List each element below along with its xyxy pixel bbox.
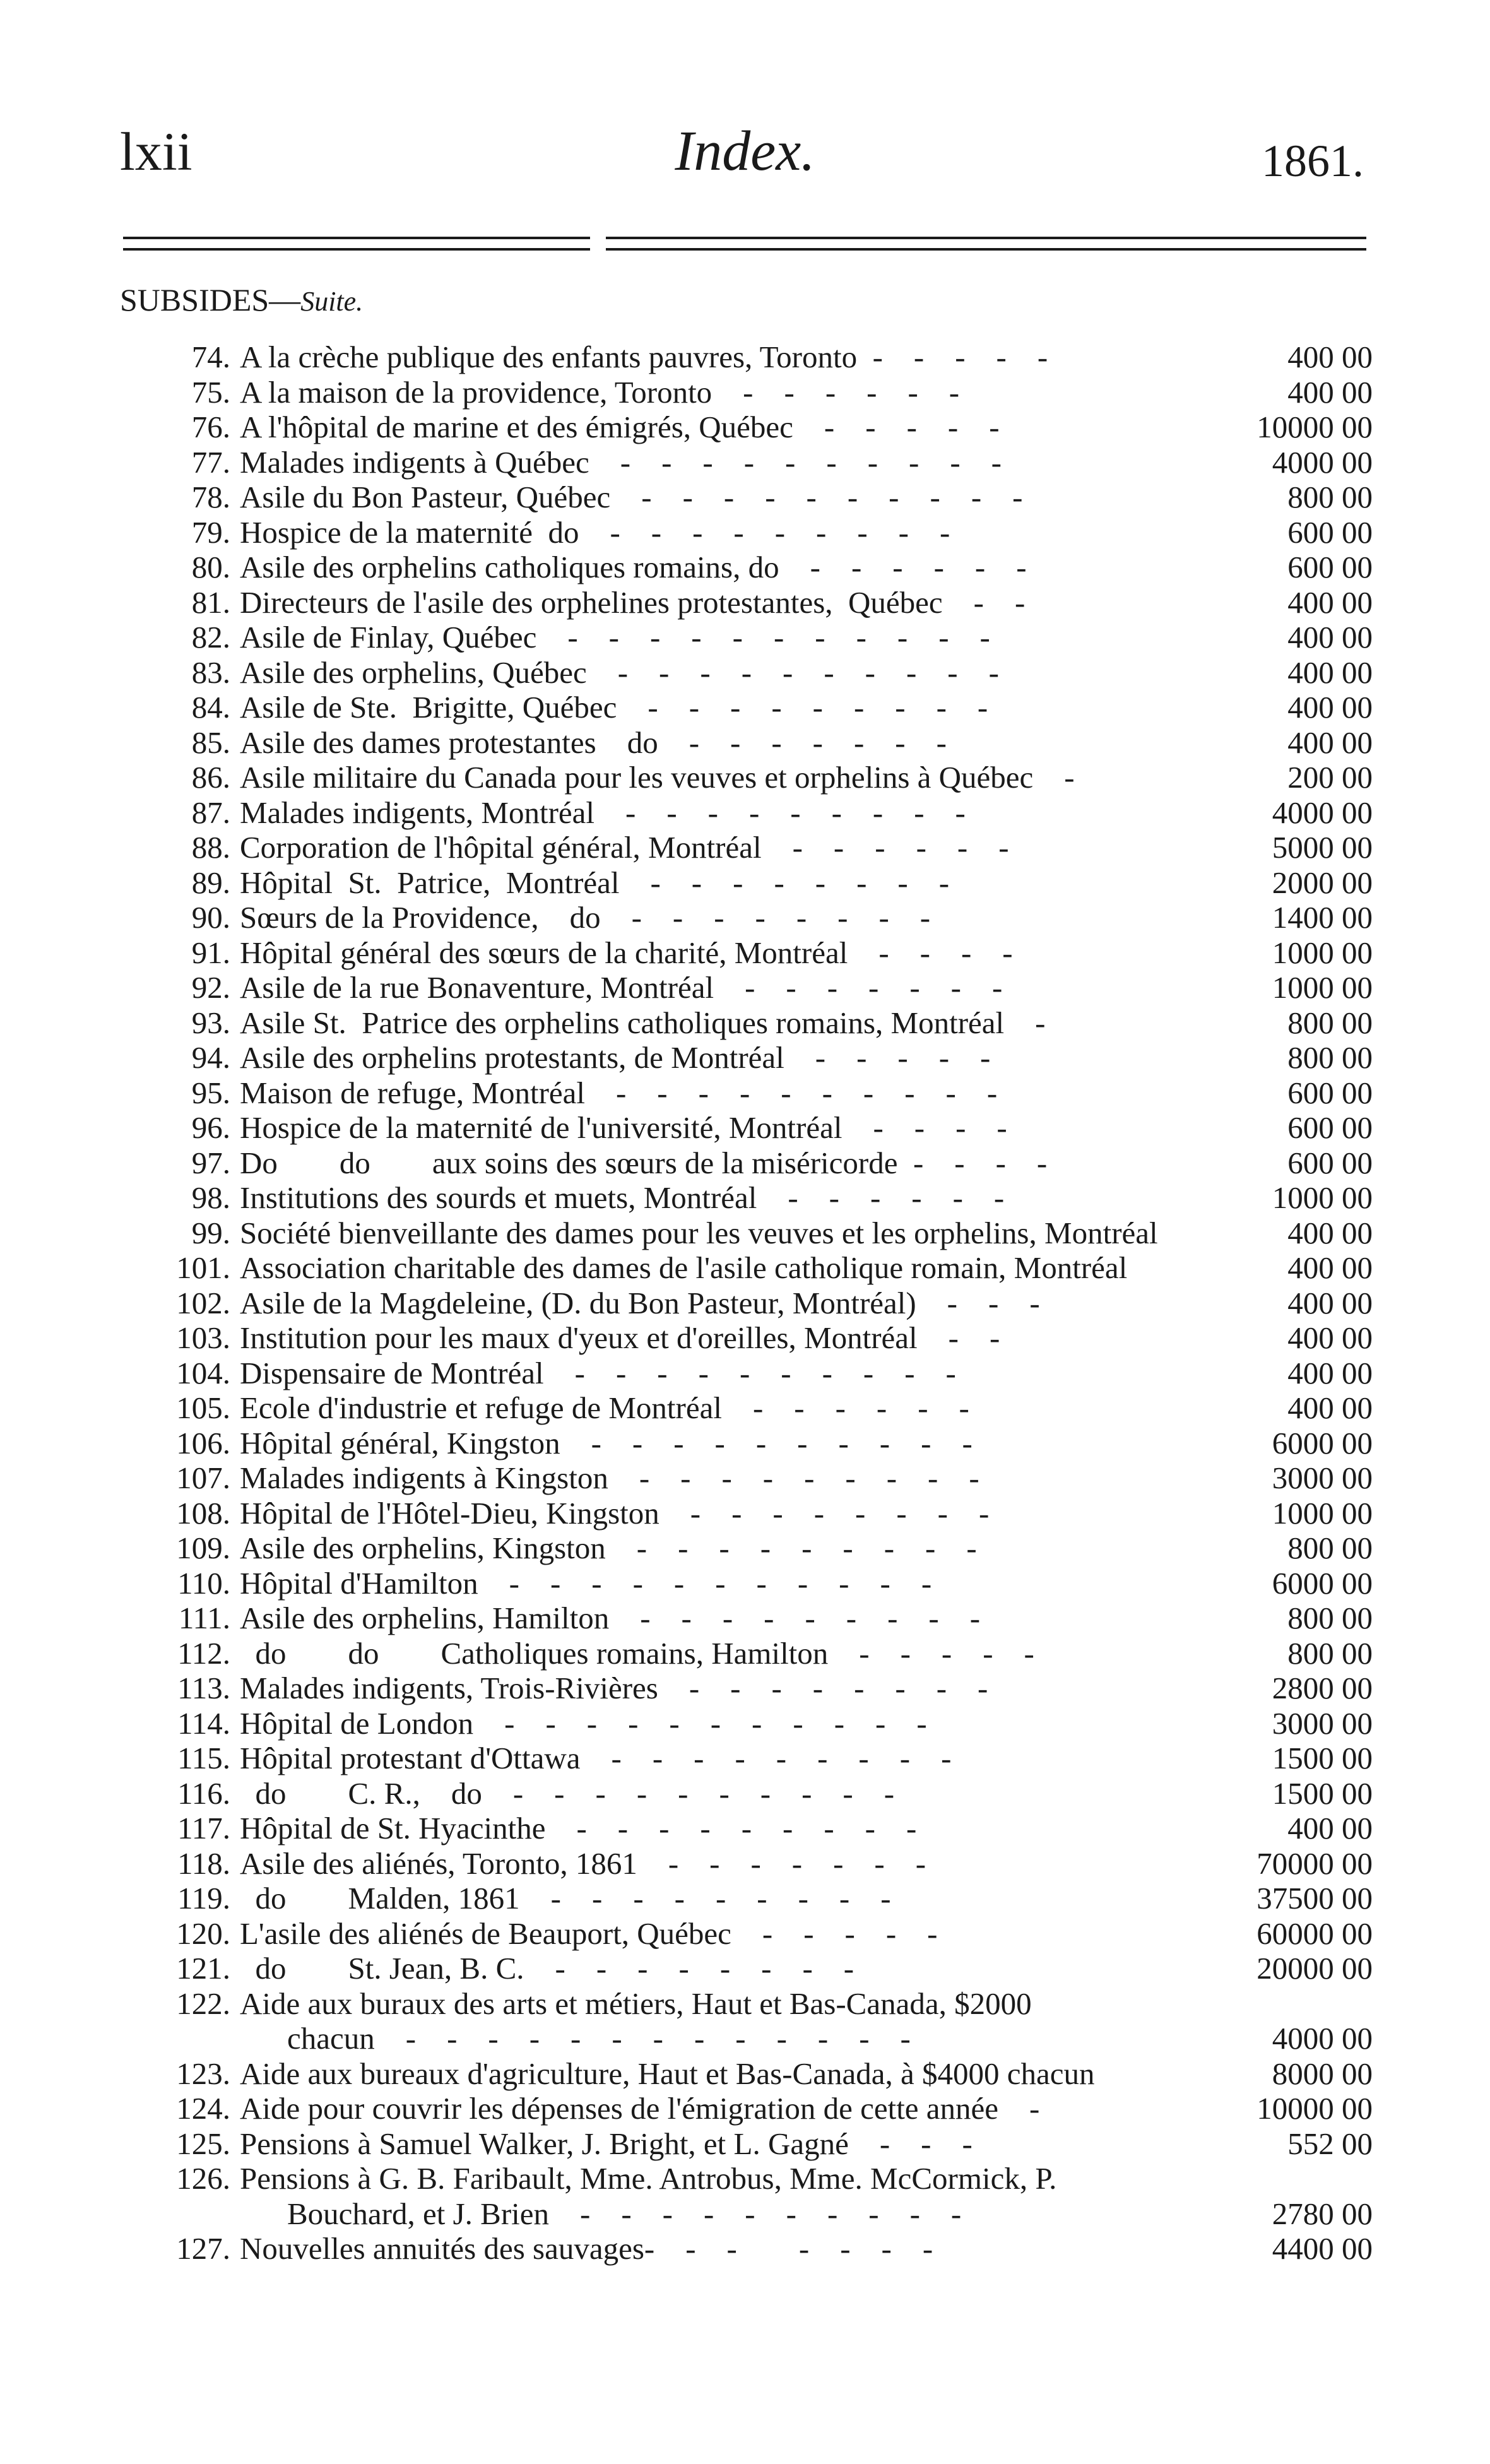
table-row [120,550,1373,585]
section-title: SUBSIDES— [120,282,301,317]
entry-description [240,795,1221,831]
table-row [120,1846,1373,1881]
entry-text: do St. Jean, B. C. - - - - - - - - [240,1951,854,1986]
entry-description [240,585,1221,620]
entry-number: 111. [178,1601,230,1635]
entry-amount: 2000 00 [1272,865,1373,900]
entry-amount: 400 00 [1287,584,1373,620]
entry-amount: 800 00 [1287,1040,1373,1075]
table-row [120,620,1373,655]
entry-amount: 5000 00 [1272,830,1373,865]
entry-number: 117. [177,1811,230,1845]
entry-description [240,1075,1221,1111]
entry-amount: 10000 00 [1256,410,1373,444]
entry-description [240,1426,1221,1461]
entry-amount: 800 00 [1287,1601,1373,1635]
entry-number: 115. [177,1741,230,1775]
entry-description [240,1005,1221,1041]
entry-amount: 800 00 [1287,1531,1373,1565]
entry-text: Société bienveillante des dames pour les veuves et les orphelins, Montréal [240,1215,1158,1250]
entry-description [240,1566,1221,1601]
entry-amount: 60000 00 [1256,1916,1373,1951]
entry-number: 120. [176,1916,230,1951]
entry-amount: 6000 00 [1272,1425,1373,1460]
entry-amount: 2800 00 [1272,1671,1373,1705]
entry-description [240,1916,1221,1952]
entry-text: Asile du Bon Pasteur, Québec - - - - - - - - - - [240,480,1023,514]
table-row [120,1531,1373,1566]
entry-text: Nouvelles annuités des sauvages- - - - - - - [240,2231,933,2266]
entry-number: 87. [191,795,230,830]
entry-description [240,1180,1221,1216]
entry-description [240,1951,1221,1986]
entry-description [240,515,1221,550]
entry-description [240,970,1221,1005]
entry-text: Asile de la Magdeleine, (D. du Bon Pasteur, Montréal) - - - [240,1285,1040,1320]
entry-text: Asile des orphelins protestants, de Montréal - - - - - [240,1040,991,1075]
entry-number: 124. [176,2091,230,2126]
table-row [120,1706,1373,1741]
entry-description [240,1741,1221,1776]
table-row [120,585,1373,620]
entry-text: Hospice de la maternité do - - - - - - - - - [240,514,950,550]
entry-number: 99. [191,1215,230,1250]
entry-amount: 400 00 [1287,1811,1373,1845]
entry-amount: 800 00 [1287,480,1373,514]
table-row [120,1320,1373,1356]
entry-number: 112. [177,1635,230,1671]
entry-description [240,480,1221,515]
entry-number: 80. [191,550,230,584]
entry-text: Directeurs de l'asile des orphelines protestantes, Québec - - [240,584,1026,620]
entry-text: Malades indigents à Kingston - - - - - - - - - [240,1460,979,1495]
table-row [120,480,1373,515]
entry-number: 94. [191,1040,230,1075]
entry-description [240,340,1221,375]
entry-number: 79. [191,514,230,550]
entry-text: Institution pour les maux d'yeux et d'oreilles, Montréal - - [240,1320,1000,1355]
entry-text: Asile de Ste. Brigitte, Québec - - - - - - - - - [240,690,988,725]
entry-description [240,2056,1221,2092]
entry-description [240,1146,1221,1181]
table-row [120,830,1373,865]
entry-number: 81. [191,584,230,620]
table-row [120,1250,1373,1286]
entry-number: 91. [191,935,230,970]
entry-description [240,1250,1221,1286]
entry-description [240,655,1221,690]
entry-amount: 6000 00 [1272,1565,1373,1601]
entry-amount: 1000 00 [1272,970,1373,1005]
table-row [120,1811,1373,1846]
entry-number: 105. [176,1390,230,1425]
entry-text: Asile de Finlay, Québec - - - - - - - - - - - [240,620,990,654]
entry-text: Aide aux bureaux d'agriculture, Haut et Bas-Canada, à $4000 chacun [240,2056,1095,2091]
entry-amount: 400 00 [1287,1250,1373,1285]
entry-number: 93. [191,1005,230,1040]
entry-text: Hôpital de l'Hôtel-Dieu, Kingston - - - - - - - - [240,1495,990,1531]
entry-amount: 400 00 [1287,1390,1373,1425]
entry-description [240,620,1221,655]
entry-description [240,830,1221,865]
entry-text: Pensions à G. B. Faribault, Mme. Antrobus, Mme. McCormick, P. [240,2161,1057,2196]
entry-description [240,1811,1221,1846]
entry-description [240,865,1221,901]
page-year: 1861. [1262,136,1364,186]
table-row [120,1601,1373,1636]
section-heading [120,278,363,324]
entry-amount: 800 00 [1287,1635,1373,1671]
entry-text: Dispensaire de Montréal - - - - - - - - - - [240,1355,956,1390]
entry-amount: 400 00 [1287,725,1373,760]
table-row [120,1180,1373,1216]
entry-amount: 20000 00 [1256,1951,1373,1986]
table-row [120,2056,1373,2092]
entry-text: Asile militaire du Canada pour les veuves et orphelins à Québec - [240,760,1075,795]
entry-number: 74. [191,340,230,374]
entry-amount: 600 00 [1287,1110,1373,1145]
entry-number: 88. [191,830,230,865]
entry-number: 90. [191,900,230,935]
entry-amount: 400 00 [1287,1355,1373,1390]
entry-text: A l'hôpital de marine et des émigrés, Québec - - - - - [240,410,1000,444]
table-row [120,1005,1373,1041]
entry-description [240,2231,1221,2266]
entry-description [240,1460,1221,1496]
table-row [120,515,1373,550]
table-row [120,375,1373,410]
entry-amount: 400 00 [1287,1320,1373,1355]
entry-description [240,1601,1221,1636]
page-number: lxii [120,121,192,182]
entry-text: Hôpital d'Hamilton - - - - - - - - - - - [240,1565,932,1601]
entry-text: Asile des orphelins, Kingston - - - - - - - - - [240,1531,977,1565]
entry-number: 86. [191,760,230,795]
table-row [120,2161,1373,2231]
entry-amount: 3000 00 [1272,1705,1373,1741]
entry-description [240,1881,1221,1916]
entries-list [120,340,1373,2266]
entry-text: Asile des orphelins, Hamilton - - - - - - - - - [240,1601,981,1635]
entry-description [240,2161,1221,2231]
entry-amount: 2780 00 [1272,2196,1373,2231]
entry-number: 97. [191,1145,230,1180]
table-row [120,410,1373,445]
entry-text: Association charitable des dames de l'asile catholique romain, Montréal [240,1250,1128,1285]
table-row [120,2231,1373,2266]
entry-amount: 1000 00 [1272,1495,1373,1531]
entry-description [240,1776,1221,1811]
entry-description [240,1040,1221,1075]
entry-text: Malades indigents, Trois-Rivières - - - - - - - - [240,1671,988,1705]
table-row [120,655,1373,690]
entry-amount: 600 00 [1287,550,1373,584]
entry-text: Hôpital de St. Hyacinthe - - - - - - - - - [240,1811,917,1845]
entry-number: 123. [176,2056,230,2091]
table-row [120,1496,1373,1531]
entry-description [240,1671,1221,1706]
entry-description [240,725,1221,761]
entry-number: 96. [191,1110,230,1145]
entry-description [240,690,1221,725]
entry-amount: 400 00 [1287,374,1373,410]
entry-text: do C. R., do - - - - - - - - - - [240,1775,895,1811]
entry-description [240,375,1221,410]
entry-text: Aide aux buraux des arts et métiers, Haut et Bas-Canada, $2000 [240,1986,1032,2021]
entry-amount: 600 00 [1287,1145,1373,1180]
entry-amount: 1500 00 [1272,1775,1373,1811]
table-row [120,1146,1373,1181]
table-row [120,935,1373,971]
entry-description [240,445,1221,480]
table-row [120,2126,1373,2162]
header-rule-right [606,237,1366,254]
entry-number: 121. [176,1951,230,1986]
entry-amount: 3000 00 [1272,1460,1373,1495]
entry-amount: 1000 00 [1272,935,1373,970]
entry-amount: 4400 00 [1272,2231,1373,2266]
table-row [120,2091,1373,2126]
table-row [120,1216,1373,1251]
entry-amount: 70000 00 [1256,1845,1373,1881]
entry-text: L'asile des aliénés de Beauport, Québec - - - - - [240,1916,938,1951]
entry-text: Asile des orphelins catholiques romains, do - - - - - - [240,550,1027,584]
table-row [120,1356,1373,1391]
entry-text: Hôpital de London - - - - - - - - - - - [240,1705,927,1741]
entry-text: Asile des orphelins, Québec - - - - - - - - - - [240,654,999,690]
entry-number: 77. [191,444,230,480]
entry-number: 85. [191,725,230,760]
entry-number: 92. [191,970,230,1005]
entry-description [240,1706,1221,1741]
entry-text: Pensions à Samuel Walker, J. Bright, et L. Gagné - - - [240,2126,973,2161]
entry-number: 122. [176,1986,230,2021]
table-row [120,1881,1373,1916]
entry-text: Ecole d'industrie et refuge de Montréal - - - - - - [240,1390,969,1425]
entry-number: 125. [176,2126,230,2161]
entry-text: Aide pour couvrir les dépenses de l'émigration de cette année - [240,2091,1040,2126]
entry-text: A la crèche publique des enfants pauvres, Toronto - - - - - [240,340,1048,374]
entry-amount: 4000 00 [1272,2021,1373,2056]
entry-text: Asile des dames protestantes do - - - - - - - [240,725,947,760]
entry-number: 113. [177,1671,230,1705]
entry-description [240,1356,1221,1391]
entry-amount: 400 00 [1287,690,1373,725]
entry-text: do do Catholiques romains, Hamilton - - - - - [240,1635,1034,1671]
table-row [120,445,1373,480]
entry-description [240,1846,1221,1881]
entry-amount: 4000 00 [1272,444,1373,480]
page-title: Index. [675,120,815,182]
entry-description [240,1986,1221,2056]
entry-number: 126. [176,2161,230,2196]
entry-description [240,2126,1221,2162]
entry-amount: 200 00 [1287,760,1373,795]
entry-text: Do do aux soins des sœurs de la miséricorde - - - - [240,1145,1048,1180]
table-row [120,970,1373,1005]
table-row [120,1671,1373,1706]
entry-amount: 1400 00 [1272,900,1373,935]
entry-description [240,1286,1221,1321]
entry-text: Hôpital protestant d'Ottawa - - - - - - - - - [240,1741,952,1775]
table-row [120,1460,1373,1496]
entry-text: Hôpital St. Patrice, Montréal - - - - - - - - [240,865,950,900]
table-row [120,725,1373,761]
table-row [120,1776,1373,1811]
entry-amount: 1000 00 [1272,1180,1373,1215]
entry-number: 75. [191,374,230,410]
entry-number: 104. [176,1355,230,1390]
entry-text: Sœurs de la Providence, do - - - - - - - - [240,900,931,935]
entry-number: 95. [191,1075,230,1110]
table-row [120,865,1373,901]
entry-number: 127. [176,2231,230,2266]
entry-amount: 4000 00 [1272,795,1373,830]
table-row [120,900,1373,935]
entry-text: Asile de la rue Bonaventure, Montréal - - - - - - - [240,970,1003,1005]
entry-amount: 400 00 [1287,1215,1373,1250]
entry-text: Hôpital général, Kingston - - - - - - - - - - [240,1425,973,1460]
entry-amount: 37500 00 [1256,1881,1373,1916]
entry-number: 108. [176,1495,230,1531]
entry-text: Hôpital général des sœurs de la charité, Montréal - - - - [240,935,1013,970]
entry-number: 103. [176,1320,230,1355]
entry-text-continued: Bouchard, et J. Brien - - - - - - - - - - [287,2196,962,2231]
entry-description [240,900,1221,935]
entry-number: 101. [176,1250,230,1285]
entry-number: 78. [191,480,230,514]
table-row [120,690,1373,725]
entry-amount: 600 00 [1287,514,1373,550]
entry-number: 82. [191,620,230,654]
entry-description [240,935,1221,971]
table-row [120,1286,1373,1321]
table-row [120,795,1373,831]
entry-amount: 400 00 [1287,1285,1373,1320]
entry-amount: 400 00 [1287,620,1373,654]
entry-number: 114. [177,1705,230,1741]
entry-description [240,1636,1221,1671]
entry-amount: 400 00 [1287,340,1373,374]
table-row [120,1040,1373,1075]
table-row [120,1916,1373,1952]
entry-description [240,1531,1221,1566]
entry-number: 83. [191,654,230,690]
entry-description [240,1216,1221,1251]
entry-description [240,760,1221,795]
table-row [120,1110,1373,1146]
entry-description [240,550,1221,585]
entry-number: 89. [191,865,230,900]
table-row [120,1741,1373,1776]
section-suffix: Suite. [300,286,364,317]
entry-text: Maison de refuge, Montréal - - - - - - - - - - [240,1075,998,1110]
table-row [120,340,1373,375]
entry-text: Asile St. Patrice des orphelins catholiques romains, Montréal - [240,1005,1046,1040]
entry-text: Corporation de l'hôpital général, Montréal - - - - - - [240,830,1009,865]
entry-text: do Malden, 1861 - - - - - - - - - [240,1881,891,1916]
entry-text: Malades indigents à Québec - - - - - - - - - - [240,444,1002,480]
header-rule-left [123,237,590,254]
entry-number: 110. [177,1565,230,1601]
entry-number: 102. [176,1285,230,1320]
entry-text-continued: chacun - - - - - - - - - - - - - [287,2021,911,2056]
entry-text: A la maison de la providence, Toronto - - - - - - [240,374,960,410]
entry-description [240,1390,1221,1426]
entry-number: 76. [191,410,230,444]
entry-amount: 552 00 [1287,2126,1373,2161]
entry-amount: 1500 00 [1272,1741,1373,1775]
table-row [120,1075,1373,1111]
entry-description [240,1110,1221,1146]
entry-number: 107. [176,1460,230,1495]
table-row [120,760,1373,795]
entry-description [240,1496,1221,1531]
entry-text: Institutions des sourds et muets, Montréal - - - - - - [240,1180,1005,1215]
entry-amount: 10000 00 [1256,2091,1373,2126]
entry-amount: 400 00 [1287,654,1373,690]
entry-description [240,2091,1221,2126]
table-row [120,1986,1373,2056]
table-row [120,1566,1373,1601]
entry-text: Hospice de la maternité de l'université, Montréal - - - - [240,1110,1007,1145]
table-row [120,1426,1373,1461]
entry-text: Malades indigents, Montréal - - - - - - - - - [240,795,966,830]
entry-number: 106. [176,1425,230,1460]
entry-description [240,410,1221,445]
entry-number: 118. [177,1845,230,1881]
table-row [120,1390,1373,1426]
entry-description [240,1320,1221,1356]
table-row [120,1636,1373,1671]
entry-amount: 8000 00 [1272,2056,1373,2091]
entry-number: 98. [191,1180,230,1215]
entry-amount: 600 00 [1287,1075,1373,1110]
entry-number: 84. [191,690,230,725]
table-row [120,1951,1373,1986]
entry-text: Asile des aliénés, Toronto, 1861 - - - - - - - [240,1845,926,1881]
entry-number: 109. [176,1531,230,1565]
entry-number: 119. [177,1881,230,1916]
entry-amount: 800 00 [1287,1005,1373,1040]
entry-number: 116. [177,1775,230,1811]
